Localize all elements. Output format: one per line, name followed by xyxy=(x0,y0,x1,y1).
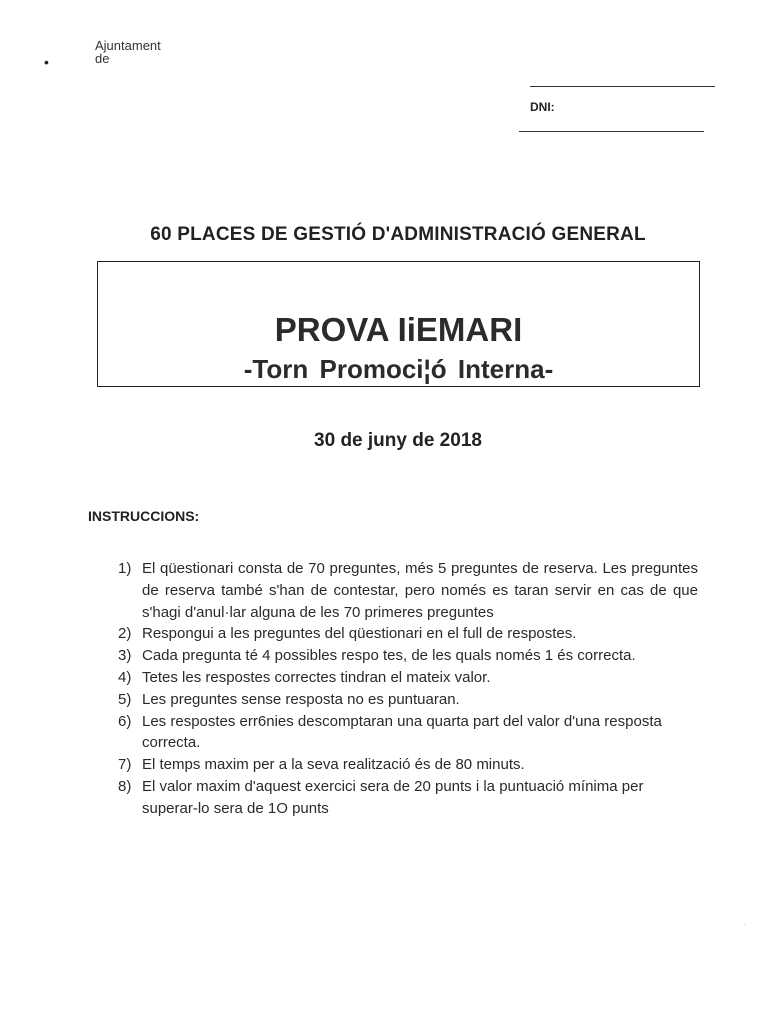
list-item xyxy=(118,711,698,755)
exam-title-box xyxy=(97,261,700,387)
exam-title: 60 PLACES DE GESTIÓ D'ADMINISTRACIÓ GENERAL xyxy=(150,224,646,245)
instructions-list xyxy=(118,558,698,820)
list-item xyxy=(118,754,698,776)
instructions-heading: INSTRUCCIONS: xyxy=(88,508,200,524)
list-item xyxy=(118,776,698,820)
item-number: 4) xyxy=(118,668,132,686)
list-item xyxy=(118,558,698,623)
item-text: El qüestionari consta de 70 preguntes, més 5 preguntes de reserva. Les preguntes de reserva també s'han de contestar, pero només es taran servir en cas de que s'hagi d'anul·lar alguna de les 70 primeres preguntes xyxy=(142,560,698,621)
item-text: El valor maxim d'aquest exercici sera de 20 punts i la puntuació mínima per superar-lo sera de 1O punts xyxy=(142,777,644,817)
list-item xyxy=(118,689,698,711)
item-number: 5) xyxy=(118,690,132,708)
item-text: Respongui a les preguntes del qüestionari en el full de respostes. xyxy=(142,625,577,643)
item-number: 6) xyxy=(118,712,132,730)
box-heading: PROVA IiEMARI xyxy=(274,311,523,348)
logo-line-1: Ajuntament xyxy=(95,39,161,53)
box-subheading: -Torn Promoci¦ó Interna- xyxy=(243,354,554,384)
municipality-logo-text xyxy=(95,39,161,67)
name-underline xyxy=(530,86,715,87)
list-item xyxy=(118,623,698,645)
item-number: 1) xyxy=(118,560,132,577)
item-number: 8) xyxy=(118,777,132,795)
dni-label: DNI: xyxy=(530,100,555,114)
list-item xyxy=(118,645,698,667)
item-number: 3) xyxy=(118,647,132,665)
item-text: El temps maxim per a la seva realització és de 80 minuts. xyxy=(142,756,525,774)
page-mark: . xyxy=(744,918,747,927)
item-number: 2) xyxy=(118,625,132,643)
item-text: Cada pregunta té 4 possibles respo tes, de les quals només 1 és correcta. xyxy=(142,647,636,665)
item-text: Les respostes err6nies descomptaran una quarta part del valor d'una resposta correcta. xyxy=(142,712,662,752)
bullet-mark: • xyxy=(44,54,49,70)
logo-line-2: de xyxy=(95,51,110,66)
dni-underline xyxy=(519,131,704,132)
list-item xyxy=(118,667,698,689)
exam-date: 30 de juny de 2018 xyxy=(314,430,482,451)
item-number: 7) xyxy=(118,756,132,774)
item-text: Les preguntes sense resposta no es puntuaran. xyxy=(142,690,460,708)
item-text: Tetes les respostes correctes tindran el mateix valor. xyxy=(142,668,491,686)
